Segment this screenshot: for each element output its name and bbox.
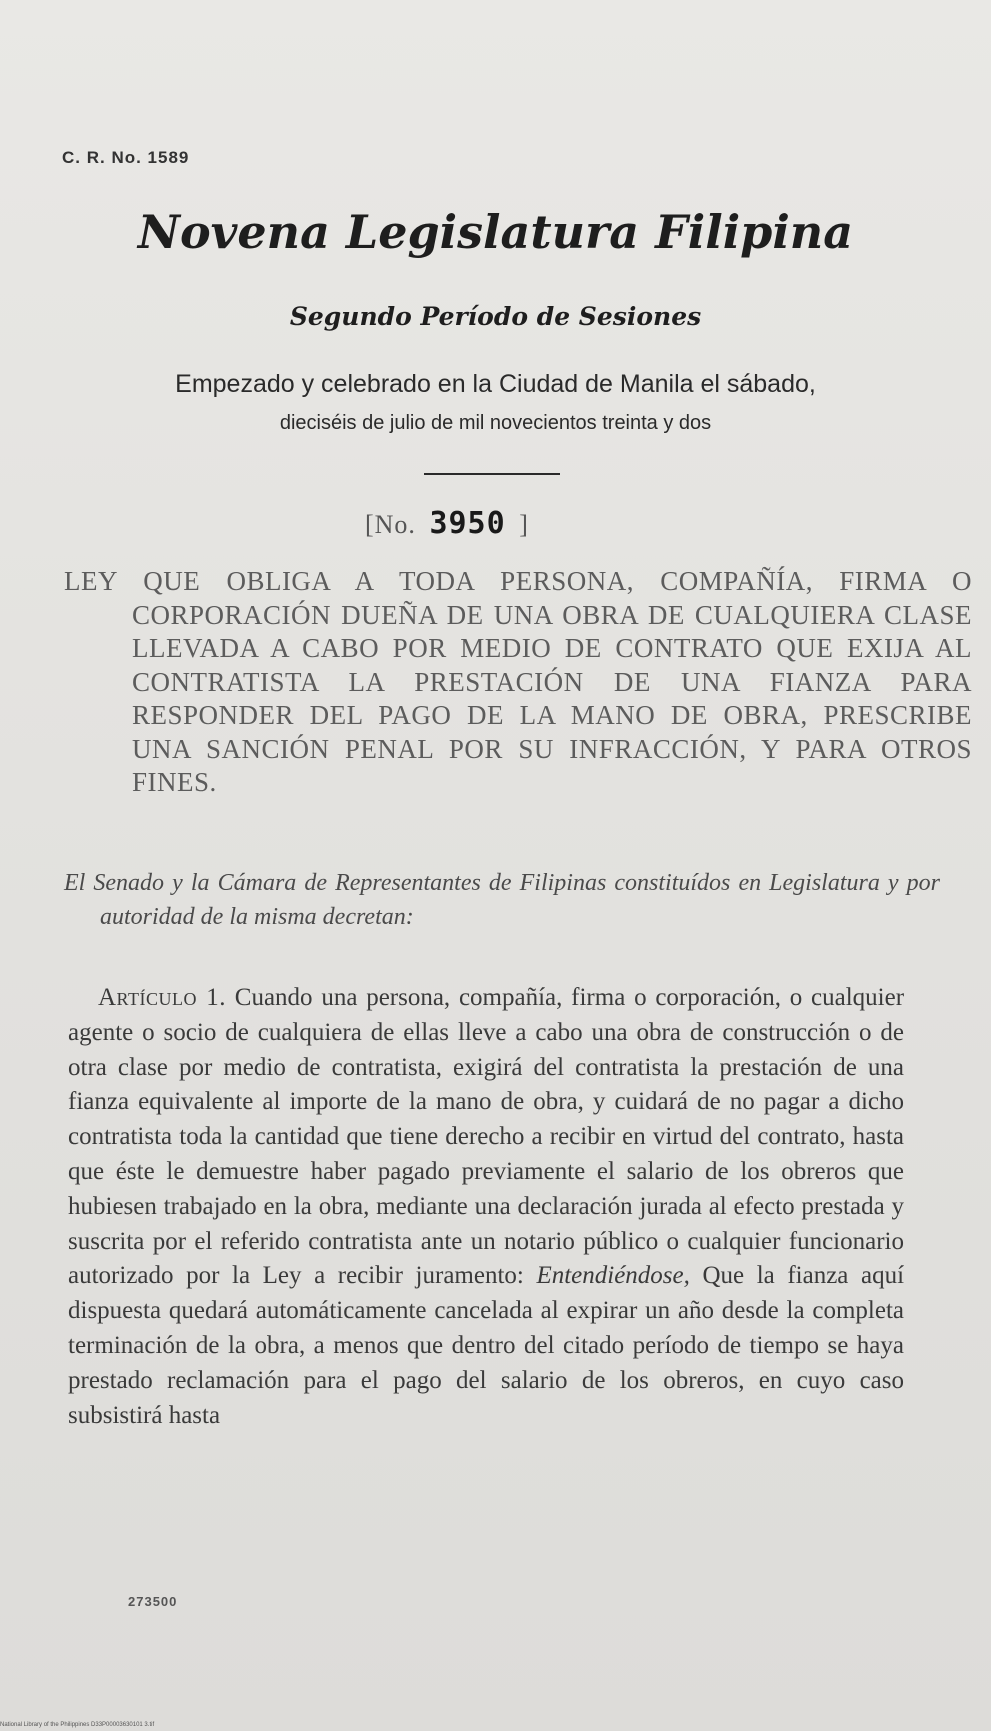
- article-1: [68, 981, 904, 1433]
- article-emphasis: Entendiéndose,: [536, 1262, 690, 1290]
- session-date-line-1: Empezado y celebrado en la Ciudad de Manila el sábado,: [175, 370, 816, 398]
- bill-number-prefix: [No.: [365, 510, 416, 539]
- legislature-title: Novena Legislatura Filipina: [137, 205, 854, 259]
- bill-number-line: [365, 506, 529, 541]
- article-text-b: Que la fianza aquí dispuesta quedará automáticamente cancelada al expirar un año desde la completa terminación de la obra, a menos que dentro del citado período de tiempo se haya prestado reclamación para el pago del salario de los obreros, en cuyo caso subsistirá hasta: [68, 1262, 905, 1429]
- bill-number-suffix: ]: [519, 510, 529, 539]
- bill-number-stamp: 3950: [429, 506, 506, 541]
- divider-rule: [424, 473, 560, 475]
- law-title: LEY QUE OBLIGA A TODA PERSONA, COMPAÑÍA, FIRMA O CORPORACIÓN DUEÑA DE UNA OBRA DE CUALQUIERA CLASE LLEVADA A CABO POR MEDIO DE CONTRATO QUE EXIJA AL CONTRATISTA LA PRESTACIÓN DE UNA FIANZA PARA RESPONDER DEL PAGO DE LA MANO DE OBRA, PRESCRIBE UNA SANCIÓN PENAL POR SU INFRACCIÓN, Y PARA OTROS FINES.: [64, 566, 972, 797]
- session-date-line-2: dieciséis de julio de mil novecientos treinta y dos: [279, 412, 712, 434]
- article-heading: Artículo 1.: [98, 984, 226, 1011]
- session-subtitle: Segundo Período de Sesiones: [289, 302, 702, 331]
- enacting-clause: El Senado y la Cámara de Representantes de Filipinas constituídos en Legislatura y por autoridad de la misma decretan:: [64, 870, 940, 930]
- article-text-a: Cuando una persona, compañía, firma o corporación, o cualquier agente o socio de cualquiera de ellas lleve a cabo una obra de construcción o de otra clase por medio de contratista, exigirá del contratista la prestación de una fianza equivalente al importe de la mano de obra, y cuidará de no pagar a dicho contratista toda la cantidad que tiene derecho a recibir en virtud del contrato, hasta que éste le demuestre haber pagado previamente el salario de los obreros que hubiesen trabajado en la obra, mediante una declaración jurada al efecto prestada y suscrita por el referido contratista ante un notario público o cualquier funcionario autorizado por la Ley a recibir juramento:: [68, 984, 905, 1290]
- scan-credit: National Library of the Philippines D33P00003630101 3.tif: [0, 1722, 155, 1728]
- document-number: C. R. No. 1589: [62, 148, 190, 167]
- footer-code: 273500: [128, 1594, 178, 1609]
